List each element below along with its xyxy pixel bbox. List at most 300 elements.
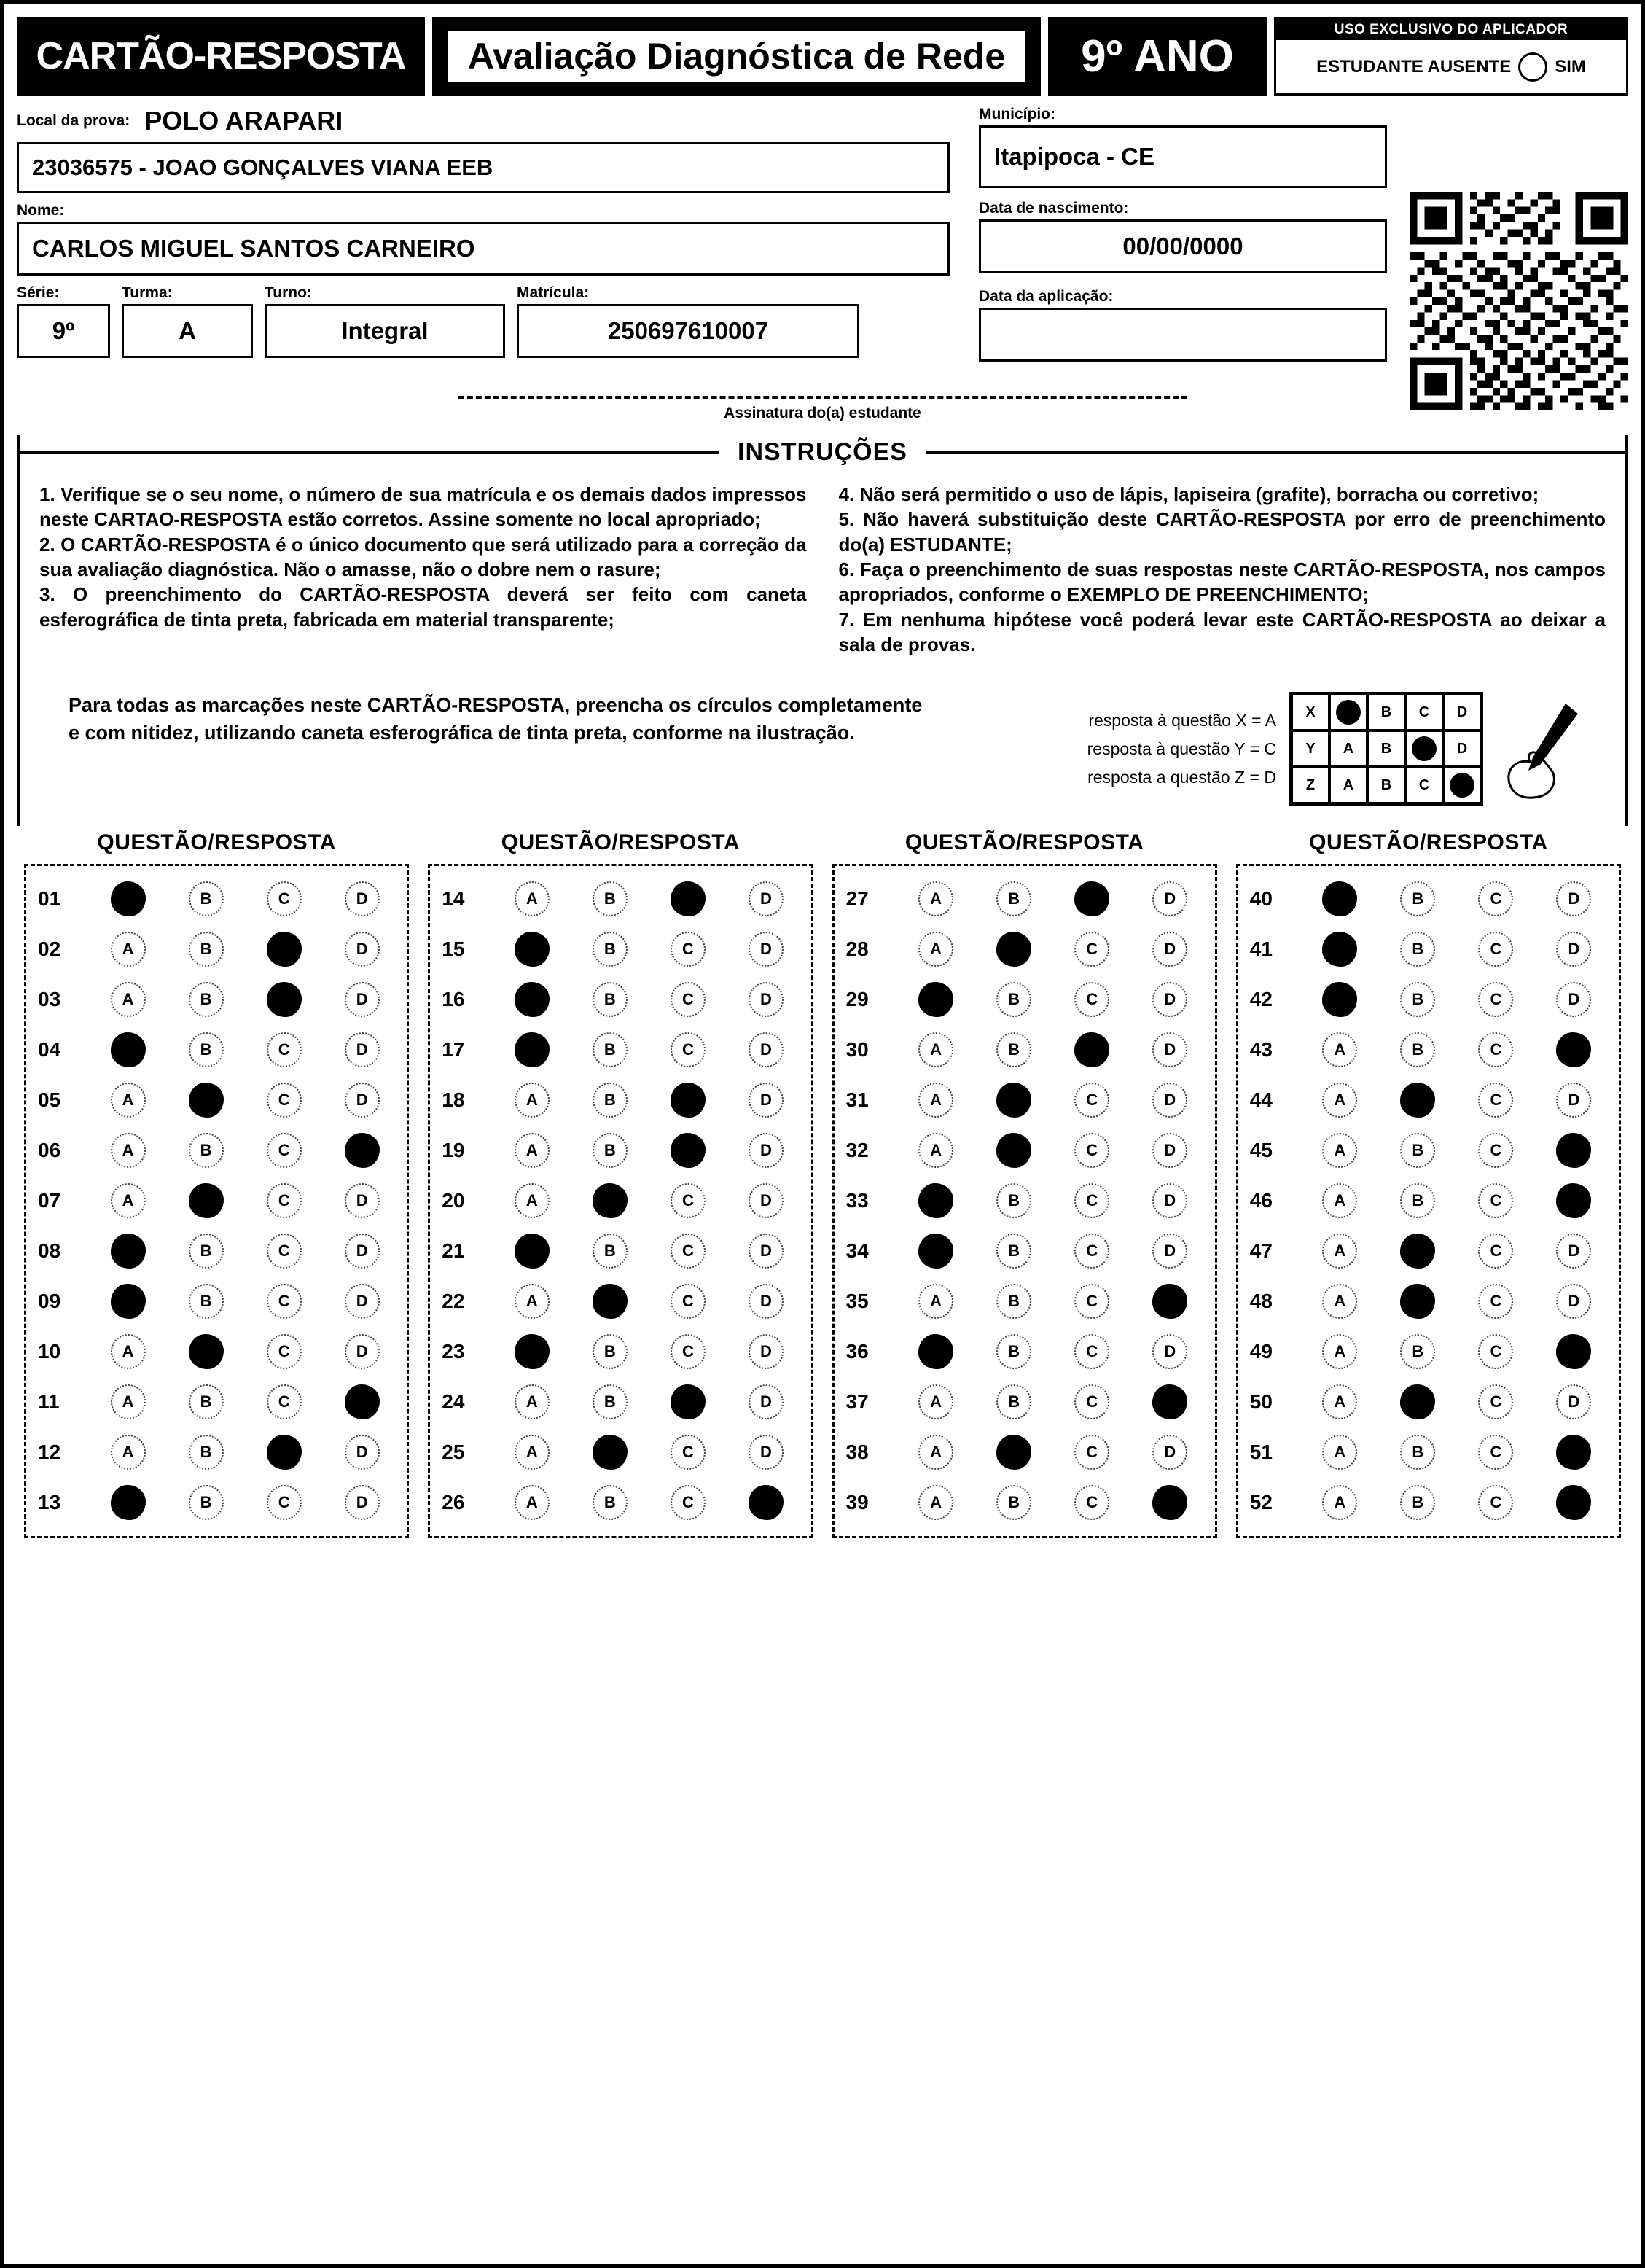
answer-bubble-b[interactable]: B [996,1485,1031,1520]
answer-bubble-a[interactable] [918,1234,953,1269]
turma-label: Turma: [122,284,173,301]
answer-bubble-c[interactable]: C [671,1234,706,1269]
question-number: 13 [38,1490,61,1513]
answer-bubble-a[interactable]: A [918,1083,953,1118]
answer-bubble-c[interactable]: C [1478,1083,1513,1118]
answer-bubble-a[interactable] [918,1334,953,1369]
question-number: 18 [442,1088,465,1111]
answer-bubble-c[interactable]: C [671,1435,706,1470]
answer-bubble-a[interactable]: A [515,1485,550,1520]
answer-bubble-c[interactable]: C [1074,1384,1109,1419]
option-group [89,1284,401,1319]
answer-row [840,1175,1209,1225]
answer-bubble-a[interactable]: A [515,1435,550,1470]
answer-bubble-d[interactable]: D [1152,932,1187,967]
option-group [89,932,401,967]
answer-bubble-b[interactable] [189,1334,224,1369]
answer-bubble-d[interactable] [1152,1284,1187,1319]
question-number: 39 [845,1490,869,1513]
answer-bubble-a[interactable]: A [918,1032,953,1067]
answer-bubble-a[interactable]: A [111,1083,146,1118]
answer-bubble-d[interactable]: D [749,1334,784,1369]
answer-bubble-d[interactable]: D [1152,881,1187,916]
answer-bubble-a[interactable] [515,1234,550,1269]
signature-line[interactable] [458,396,1187,399]
answer-bubble-d[interactable]: D [345,1284,380,1319]
answer-bubble-a[interactable] [515,932,550,967]
answer-bubble-b[interactable]: B [996,1183,1031,1218]
answer-bubble-d[interactable] [1556,1435,1591,1470]
option-group [1301,1334,1613,1369]
answer-row [840,1376,1209,1427]
answer-bubble-a[interactable]: A [515,1384,550,1419]
answer-bubble-a[interactable]: A [1322,1133,1357,1168]
answer-bubble-a[interactable]: A [918,1133,953,1168]
answer-bubble-c[interactable]: C [671,982,706,1017]
option-group [897,1384,1209,1419]
example-row-label: Y [1292,730,1329,767]
question-number: 34 [845,1239,869,1262]
answer-bubble-c[interactable]: C [1074,1133,1109,1168]
answer-bubble-b[interactable]: B [189,1234,224,1269]
answer-bubble-a[interactable]: A [1322,1234,1357,1269]
answer-bubble-a[interactable]: A [918,1284,953,1319]
option-group [493,881,805,916]
answer-bubble-d[interactable]: D [1556,1384,1591,1419]
answer-bubble-d[interactable]: D [1152,1183,1187,1218]
answer-bubble-c[interactable]: C [267,1133,302,1168]
answer-bubble-b[interactable]: B [996,1384,1031,1419]
answer-bubble-b[interactable]: B [1400,1485,1435,1520]
answer-bubble-a[interactable]: A [918,1384,953,1419]
answer-row [32,1276,401,1326]
answer-column-box [24,864,409,1538]
question-number: 22 [442,1289,465,1312]
answer-bubble-c[interactable]: C [1478,932,1513,967]
answer-bubble-d[interactable]: D [1556,1083,1591,1118]
answer-bubble-a[interactable]: A [111,982,146,1017]
answer-bubble-b[interactable]: B [593,881,628,916]
answer-bubble-b[interactable]: B [189,1384,224,1419]
absent-checkbox[interactable] [1518,52,1547,82]
answer-bubble-d[interactable]: D [345,1485,380,1520]
answer-bubble-d[interactable]: D [749,932,784,967]
answer-bubble-b[interactable]: B [1400,881,1435,916]
answer-bubble-a[interactable]: A [1322,1334,1357,1369]
answer-bubble-b[interactable]: B [593,1234,628,1269]
answer-bubble-d[interactable]: D [1152,1133,1187,1168]
answer-bubble-b[interactable]: B [593,1083,628,1118]
answer-bubble-b[interactable]: B [189,982,224,1017]
answer-bubble-a[interactable] [111,1284,146,1319]
instruction-item: 2. O CARTÃO-RESPOSTA é o único documento que será utilizado para a correção da sua avaliação diagnóstica. Não o amasse, não o dobre nem o rasure; [39,533,807,580]
example-bubble: A [1329,767,1367,803]
answer-bubble-c[interactable]: C [671,932,706,967]
answer-bubble-a[interactable]: A [1322,1384,1357,1419]
answer-bubble-b[interactable]: B [189,932,224,967]
answer-row [1244,1075,1613,1125]
answer-bubble-c[interactable]: C [267,1384,302,1419]
question-number: 24 [442,1390,465,1413]
answer-bubble-b[interactable] [593,1183,628,1218]
answer-bubble-c[interactable]: C [1074,1083,1109,1118]
answer-bubble-d[interactable]: D [1556,982,1591,1017]
answer-bubble-d[interactable]: D [749,881,784,916]
answer-row [1244,974,1613,1024]
answer-bubble-c[interactable] [671,881,706,916]
answer-bubble-d[interactable] [1152,1384,1187,1419]
answer-bubble-d[interactable]: D [1152,1032,1187,1067]
answer-bubble-b[interactable]: B [189,1032,224,1067]
question-number: 20 [442,1188,465,1212]
option-group [1301,1284,1613,1319]
answer-bubble-a[interactable] [1322,982,1357,1017]
answer-bubble-a[interactable] [111,1234,146,1269]
answer-bubble-d[interactable]: D [1556,1234,1591,1269]
answer-bubble-d[interactable]: D [1152,1334,1187,1369]
answer-bubble-d[interactable]: D [345,932,380,967]
answer-bubble-a[interactable] [1322,932,1357,967]
answer-bubble-a[interactable]: A [111,1334,146,1369]
question-number: 11 [38,1390,60,1413]
answer-bubble-a[interactable] [515,982,550,1017]
answer-bubble-c[interactable]: C [1478,1334,1513,1369]
answer-bubble-c[interactable]: C [1478,1485,1513,1520]
example-bubble: D [1443,694,1481,730]
answer-bubble-b[interactable]: B [189,1133,224,1168]
answer-bubble-b[interactable] [1400,1083,1435,1118]
example-bubble: B [1367,767,1405,803]
answer-bubble-a[interactable]: A [111,1435,146,1470]
answer-bubble-c[interactable]: C [1074,1485,1109,1520]
answer-bubble-b[interactable] [1400,1384,1435,1419]
answer-bubble-d[interactable] [1556,1334,1591,1369]
answer-bubble-b[interactable] [189,1083,224,1118]
answer-bubble-b[interactable] [996,1083,1031,1118]
answer-bubble-b[interactable]: B [1400,932,1435,967]
answer-bubble-c[interactable]: C [267,1334,302,1369]
answer-bubble-d[interactable] [1556,1133,1591,1168]
answer-row [32,1376,401,1427]
answer-bubble-c[interactable]: C [267,881,302,916]
answer-bubble-c[interactable]: C [1074,1284,1109,1319]
answer-bubble-d[interactable]: D [1152,1083,1187,1118]
answer-bubble-c[interactable]: C [1074,932,1109,967]
answer-bubble-c[interactable]: C [267,1183,302,1218]
answer-bubble-c[interactable]: C [1478,1032,1513,1067]
question-number: 04 [38,1037,61,1061]
answer-bubble-c[interactable]: C [671,1485,706,1520]
answer-bubble-a[interactable] [515,1334,550,1369]
answer-bubble-d[interactable]: D [345,1435,380,1470]
answer-bubble-d[interactable]: D [749,1284,784,1319]
answer-row [1244,1427,1613,1477]
answer-bubble-d[interactable]: D [749,1183,784,1218]
answer-bubble-d[interactable] [1556,1032,1591,1067]
answer-bubble-d[interactable]: D [1556,881,1591,916]
municipio-label: Município: [979,106,1055,122]
answer-row [1244,1326,1613,1376]
answer-bubble-d[interactable]: D [345,1334,380,1369]
answer-bubble-d[interactable]: D [749,1032,784,1067]
answer-bubble-c[interactable] [1074,881,1109,916]
answer-bubble-b[interactable]: B [996,1032,1031,1067]
option-group [89,982,401,1017]
question-number: 42 [1249,987,1273,1010]
local-label: Local da prova: [17,112,130,129]
answer-bubble-b[interactable] [996,1133,1031,1168]
answer-bubble-a[interactable]: A [111,1384,146,1419]
answer-bubble-c[interactable]: C [1478,1133,1513,1168]
answer-bubble-b[interactable] [996,932,1031,967]
answer-bubble-d[interactable]: D [1556,1284,1591,1319]
answer-bubble-c[interactable]: C [267,1234,302,1269]
answer-bubble-a[interactable] [918,1183,953,1218]
answer-bubble-b[interactable] [996,1435,1031,1470]
answer-bubble-d[interactable]: D [1152,982,1187,1017]
answer-row [1244,1225,1613,1276]
option-group [493,1435,805,1470]
turma-field: A [122,304,253,358]
answer-bubble-b[interactable]: B [593,932,628,967]
answer-bubble-c[interactable]: C [671,1183,706,1218]
answer-row [436,1075,805,1125]
answer-bubble-b[interactable]: B [189,881,224,916]
option-group [1301,1384,1613,1419]
answer-bubble-a[interactable] [111,881,146,916]
answer-bubble-c[interactable]: C [1478,1435,1513,1470]
answer-bubble-d[interactable]: D [345,881,380,916]
question-number: 41 [1249,937,1273,960]
answer-bubble-c[interactable]: C [1074,1334,1109,1369]
answer-bubble-a[interactable]: A [1322,1435,1357,1470]
answer-bubble-a[interactable] [1322,881,1357,916]
answer-bubble-b[interactable] [593,1435,628,1470]
answer-bubble-a[interactable]: A [515,881,550,916]
answer-bubble-b[interactable]: B [593,1384,628,1419]
card-title: CARTÃO-RESPOSTA [17,17,425,96]
answer-bubble-d[interactable]: D [749,1435,784,1470]
question-number: 14 [442,886,465,910]
answer-bubble-a[interactable]: A [111,932,146,967]
answer-bubble-b[interactable]: B [1400,1032,1435,1067]
answer-bubble-d[interactable] [1556,1183,1591,1218]
question-number: 46 [1249,1188,1273,1212]
answer-bubble-a[interactable]: A [111,1183,146,1218]
answer-bubble-a[interactable]: A [1322,1183,1357,1218]
option-group [897,982,1209,1017]
grade-badge: 9º ANO [1048,17,1267,96]
answer-bubble-a[interactable]: A [1322,1083,1357,1118]
question-number: 32 [845,1138,869,1161]
absent-row [1276,40,1626,93]
answer-bubble-c[interactable] [267,932,302,967]
answer-bubble-b[interactable]: B [593,1485,628,1520]
answer-bubble-a[interactable]: A [515,1083,550,1118]
answer-bubble-d[interactable]: D [345,1032,380,1067]
answer-row [1244,1175,1613,1225]
answer-bubble-c[interactable] [267,982,302,1017]
answer-bubble-d[interactable] [345,1384,380,1419]
answer-bubble-b[interactable] [189,1183,224,1218]
answer-bubble-d[interactable]: D [345,1183,380,1218]
answer-bubble-b[interactable]: B [593,982,628,1017]
answer-column-header: QUESTÃO/RESPOSTA [97,830,336,855]
nascimento-field: 00/00/0000 [979,219,1387,273]
answer-bubble-a[interactable]: A [1322,1485,1357,1520]
example-bubble: A [1329,730,1367,767]
answer-bubble-a[interactable]: A [515,1183,550,1218]
answer-bubble-b[interactable]: B [189,1435,224,1470]
answer-bubble-b[interactable]: B [1400,1435,1435,1470]
answer-grid[interactable] [17,830,1628,1538]
instruction-item: 5. Não haverá substituição deste CARTÃO-RESPOSTA por erro de preenchimento do(a) ESTUDANTE; [838,508,1606,556]
answer-bubble-b[interactable]: B [593,1334,628,1369]
answer-bubble-d[interactable]: D [749,982,784,1017]
answer-bubble-a[interactable]: A [515,1284,550,1319]
option-group [493,1334,805,1369]
answer-bubble-b[interactable]: B [996,1334,1031,1369]
answer-bubble-a[interactable] [515,1032,550,1067]
example-bubble: D [1443,730,1481,767]
answer-bubble-d[interactable]: D [1152,1234,1187,1269]
option-group [897,881,1209,916]
answer-bubble-b[interactable]: B [996,1284,1031,1319]
answer-bubble-c[interactable] [671,1133,706,1168]
answer-row [32,873,401,924]
option-group [89,1083,401,1118]
answer-bubble-d[interactable] [1152,1485,1187,1520]
question-number: 45 [1249,1138,1273,1161]
answer-bubble-c[interactable] [267,1435,302,1470]
answer-bubble-a[interactable]: A [918,1435,953,1470]
answer-bubble-c[interactable]: C [1074,1183,1109,1218]
answer-row [32,974,401,1024]
answer-row [436,1276,805,1326]
answer-bubble-b[interactable]: B [996,982,1031,1017]
answer-bubble-c[interactable]: C [1478,881,1513,916]
answer-bubble-d[interactable] [1556,1485,1591,1520]
answer-row [32,1427,401,1477]
answer-bubble-d[interactable]: D [749,1133,784,1168]
answer-bubble-a[interactable]: A [918,932,953,967]
name-label: Nome: [17,202,65,219]
answer-bubble-d[interactable] [749,1485,784,1520]
answer-bubble-d[interactable]: D [749,1234,784,1269]
answer-bubble-b[interactable]: B [593,1032,628,1067]
answer-bubble-c[interactable]: C [1478,1234,1513,1269]
answer-column [24,830,409,1538]
answer-bubble-c[interactable]: C [1478,1384,1513,1419]
answer-bubble-c[interactable]: C [267,1032,302,1067]
fill-note-text: Para todas as marcações neste CARTÃO-RESPOSTA, preencha os círculos completamente e com nitidez, utilizando caneta esferográfica de tinta preta, conforme na ilustração. [69,694,923,744]
answer-bubble-b[interactable]: B [1400,982,1435,1017]
answer-bubble-c[interactable]: C [1478,982,1513,1017]
option-group [493,1284,805,1319]
answer-bubble-b[interactable]: B [1400,1334,1435,1369]
question-number: 28 [845,937,869,960]
answer-bubble-c[interactable]: C [1074,982,1109,1017]
question-number: 07 [38,1188,61,1212]
answer-bubble-d[interactable]: D [345,982,380,1017]
question-number: 06 [38,1138,61,1161]
answer-bubble-c[interactable]: C [671,1334,706,1369]
answer-bubble-d[interactable]: D [1152,1435,1187,1470]
answer-bubble-c[interactable]: C [267,1083,302,1118]
answer-bubble-b[interactable] [593,1284,628,1319]
answer-bubble-c[interactable]: C [1074,1234,1109,1269]
question-number: 48 [1249,1289,1273,1312]
answer-bubble-b[interactable]: B [189,1485,224,1520]
answer-row [1244,1477,1613,1527]
answer-bubble-b[interactable]: B [996,1234,1031,1269]
answer-bubble-b[interactable]: B [189,1284,224,1319]
answer-bubble-a[interactable] [111,1485,146,1520]
answer-bubble-c[interactable]: C [671,1284,706,1319]
answer-bubble-c[interactable]: C [267,1284,302,1319]
option-group [897,1284,1209,1319]
option-group [493,1133,805,1168]
hand-pen-icon [1496,698,1584,800]
answer-bubble-c[interactable]: C [1478,1284,1513,1319]
answer-column-header: QUESTÃO/RESPOSTA [501,830,741,855]
answer-bubble-a[interactable]: A [111,1133,146,1168]
question-number: 35 [845,1289,869,1312]
answer-bubble-a[interactable]: A [515,1133,550,1168]
example-row-label: Z [1292,767,1329,803]
answer-bubble-a[interactable]: A [1322,1032,1357,1067]
answer-bubble-c[interactable]: C [267,1485,302,1520]
answer-bubble-c[interactable] [671,1083,706,1118]
answer-bubble-d[interactable]: D [345,1083,380,1118]
page-header [17,17,1628,96]
option-group [89,1485,401,1520]
answer-bubble-d[interactable]: D [749,1083,784,1118]
option-group [493,1032,805,1067]
question-number: 01 [38,886,61,910]
answer-bubble-d[interactable]: D [345,1234,380,1269]
answer-bubble-c[interactable]: C [671,1032,706,1067]
question-number: 31 [845,1088,869,1111]
example-legend-line: resposta à questão X = A [1088,710,1276,730]
option-group [89,1183,401,1218]
answer-bubble-b[interactable]: B [593,1133,628,1168]
answer-bubble-a[interactable]: A [918,881,953,916]
answer-bubble-b[interactable]: B [1400,1183,1435,1218]
answer-row [32,1024,401,1075]
answer-bubble-d[interactable]: D [1556,932,1591,967]
answer-bubble-d[interactable] [345,1133,380,1168]
option-group [89,1384,401,1419]
answer-bubble-a[interactable] [111,1032,146,1067]
answer-bubble-c[interactable] [671,1384,706,1419]
option-group [493,1384,805,1419]
answer-bubble-b[interactable]: B [996,881,1031,916]
answer-bubble-a[interactable] [918,982,953,1017]
answer-bubble-a[interactable]: A [918,1485,953,1520]
answer-bubble-b[interactable]: B [1400,1133,1435,1168]
answer-bubble-d[interactable]: D [749,1384,784,1419]
answer-bubble-b[interactable] [1400,1234,1435,1269]
answer-bubble-b[interactable] [1400,1284,1435,1319]
answer-bubble-c[interactable] [1074,1032,1109,1067]
option-group [1301,881,1613,916]
answer-bubble-c[interactable]: C [1478,1183,1513,1218]
answer-bubble-a[interactable]: A [1322,1284,1357,1319]
instructions-title: INSTRUÇÕES [738,437,907,466]
answer-row [840,1477,1209,1527]
answer-bubble-c[interactable]: C [1074,1435,1109,1470]
